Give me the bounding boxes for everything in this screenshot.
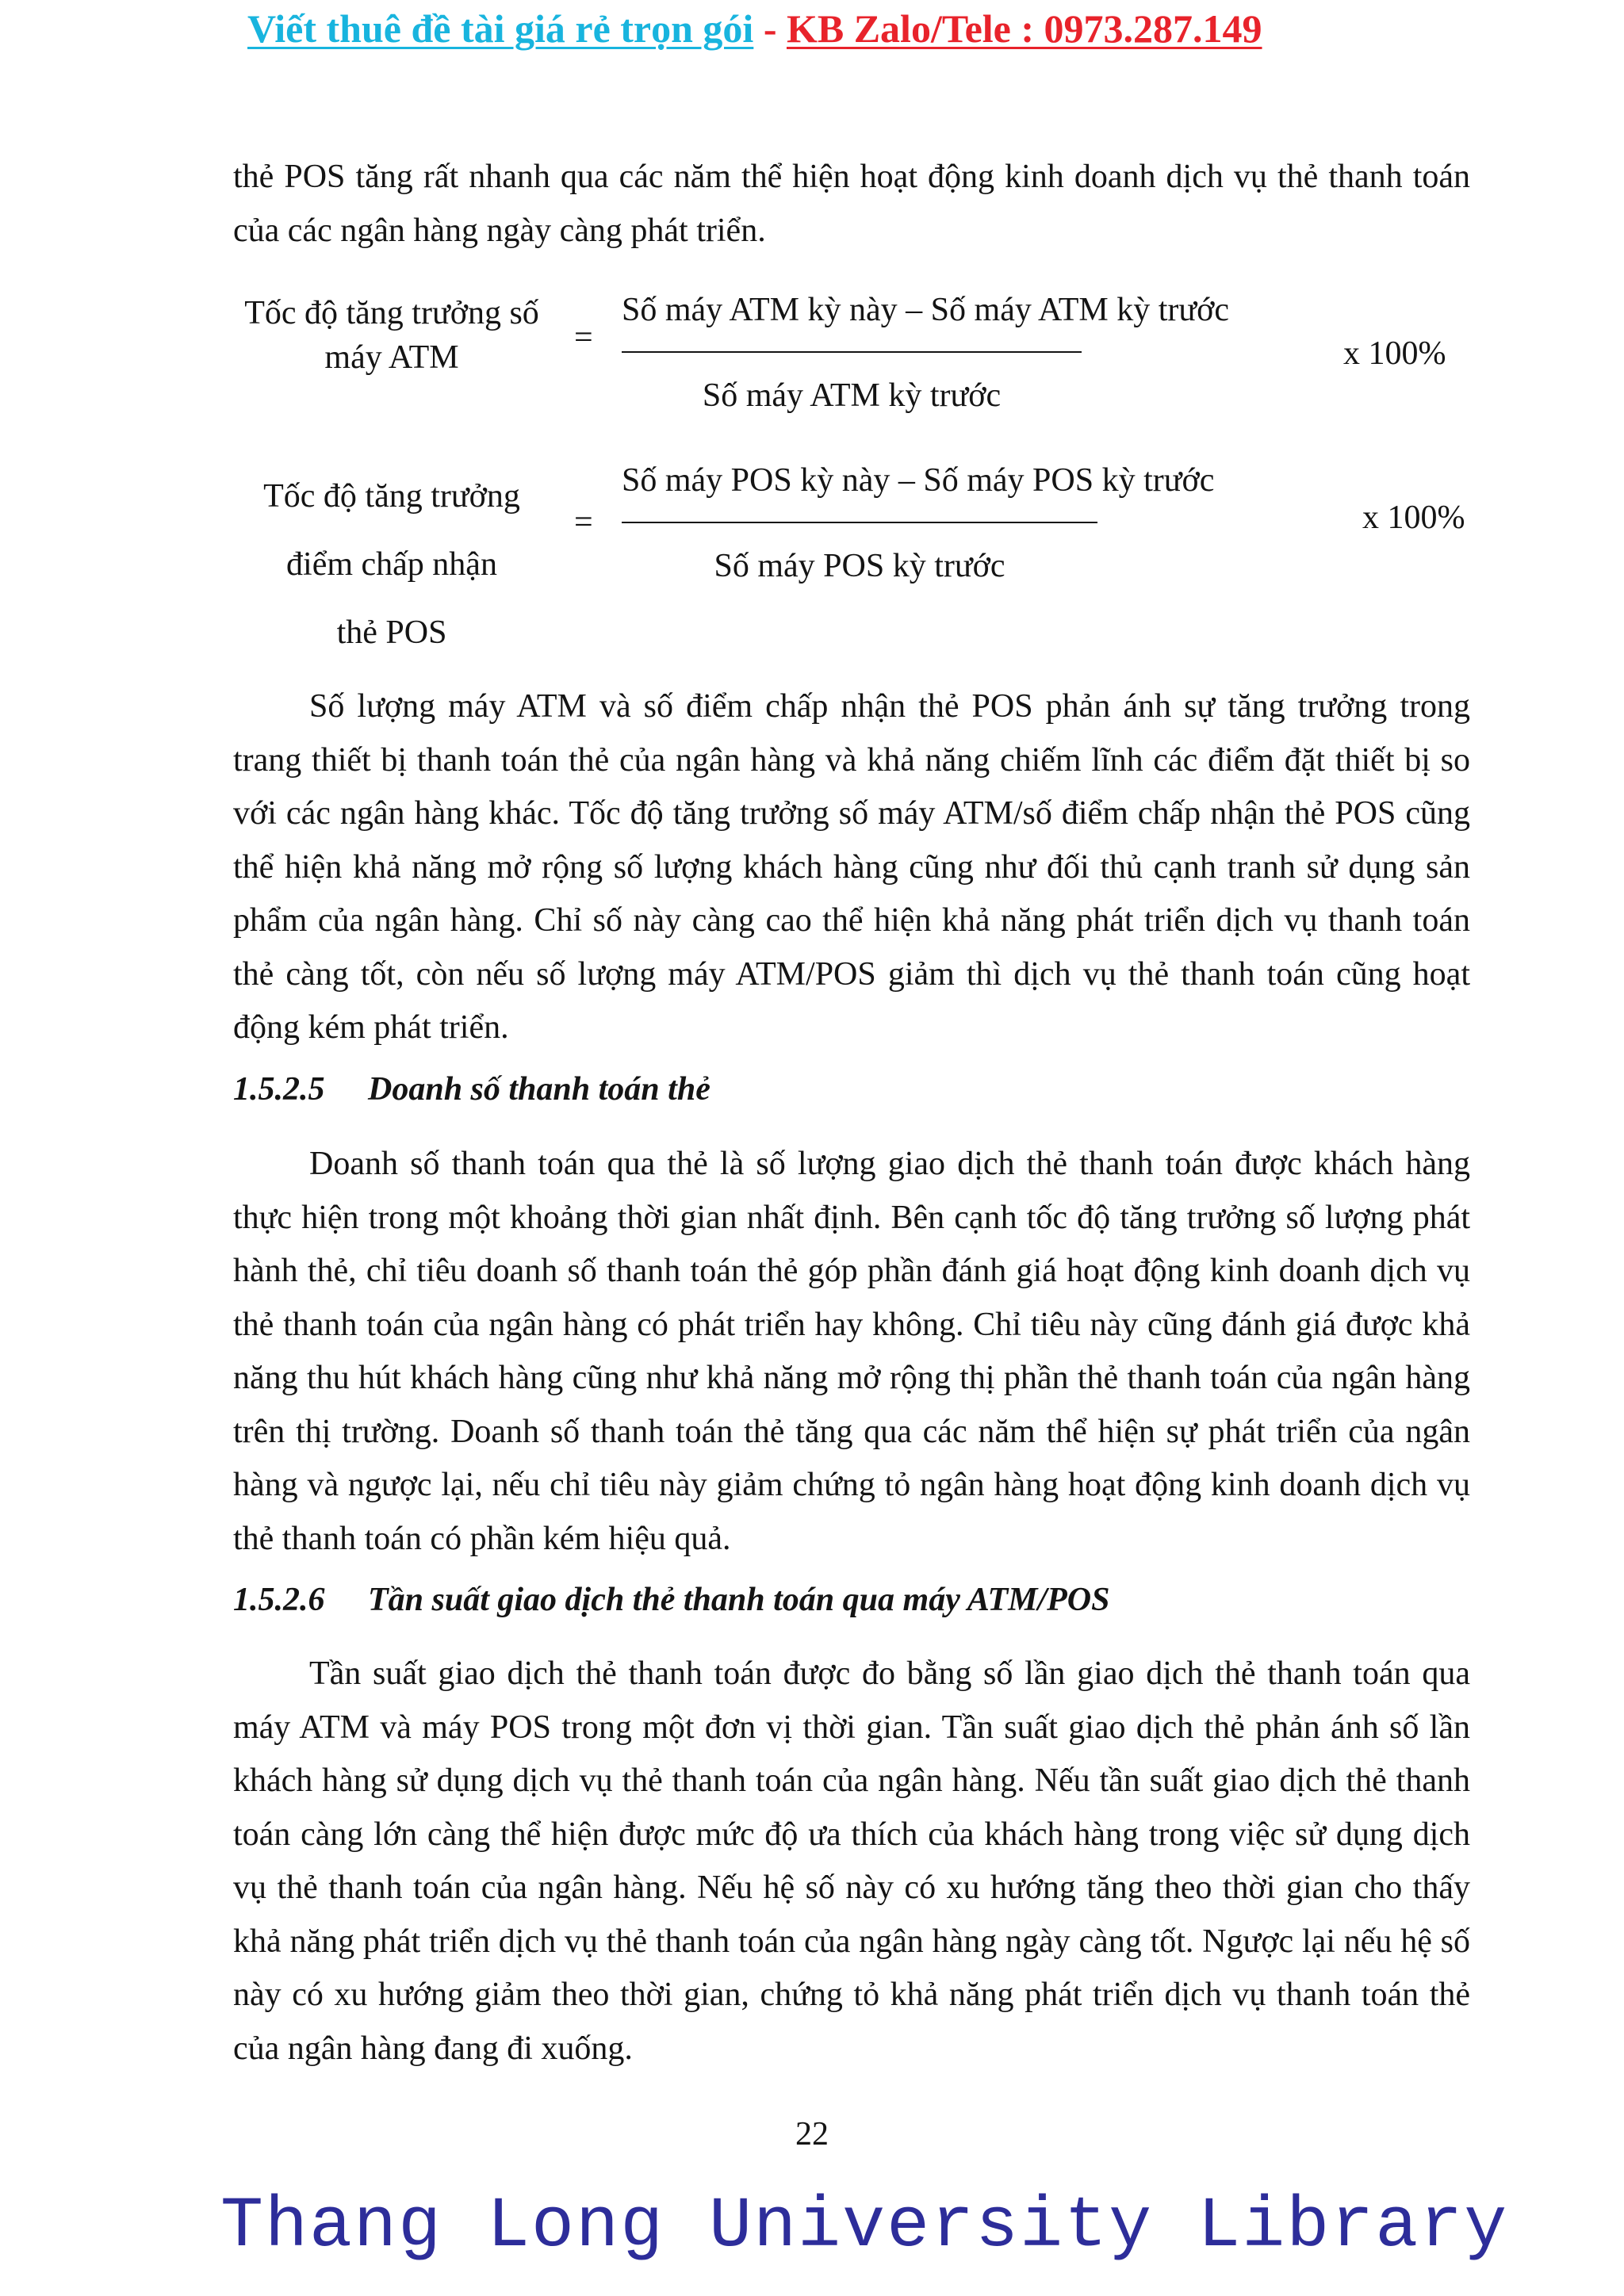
intro-block — [233, 151, 1470, 258]
formula-pos-equals: = — [574, 504, 593, 541]
formula-atm-equals: = — [574, 320, 593, 356]
formula-atm-label — [233, 291, 550, 380]
formula-atm-denominator: Số máy ATM kỳ trước — [702, 377, 1002, 414]
section-1525-body: Doanh số thanh toán qua thẻ là số lượng giao dịch thẻ thanh toán được khách hàng thực hiện trong một khoảng thời gian nhất định. Bên cạnh tốc độ tăng trưởng số lượng phát hành thẻ, chỉ tiêu doanh số thanh toán thẻ góp phần đánh giá hoạt động kinh doanh dịch vụ thẻ thanh toán của ngân hàng có phát triển hay không. Chỉ tiêu này cũng đánh giá được khả năng thu hút khách hàng cũng như khả năng mở rộng thị phần thẻ thanh toán của ngân hàng trên thị trường. Doanh số thanh toán thẻ tăng qua các năm thể hiện sự phát triển của ngân hàng và ngược lại, nếu chỉ tiêu này giảm chứng tỏ ngân hàng hoạt động kinh doanh dịch vụ thẻ thanh toán có phần kém hiệu quả. — [233, 1146, 1470, 1557]
section-1525-heading — [233, 1070, 710, 1108]
formula-pos-numerator: Số máy POS kỳ này – Số máy POS kỳ trước — [622, 462, 1215, 499]
formula-pos-label-line: Tốc độ tăng trưởng — [263, 478, 520, 515]
atm-pos-block — [233, 680, 1470, 1055]
formula-atm-label-line: Tốc độ tăng trưởng số — [244, 295, 539, 331]
section-1526-title: Tần suất giao dịch thẻ thanh toán qua máy ATM/POS — [368, 1582, 1110, 1618]
formula-atm-label-line: máy ATM — [324, 339, 459, 376]
formula-pos-label-line: điểm chấp nhận — [286, 546, 497, 583]
formula-pos-fraction-bar — [622, 522, 1097, 523]
formula-atm-multiplier: x 100% — [1343, 335, 1446, 372]
section-1526-heading — [233, 1581, 1109, 1619]
section-1525-title: Doanh số thanh toán thẻ — [368, 1071, 710, 1108]
atm-pos-paragraph: Số lượng máy ATM và số điểm chấp nhận thẻ POS phản ánh sự tăng trưởng trong trang thiết bị thanh toán thẻ của ngân hàng và khả năng chiếm lĩnh các điểm đặt thiết bị so với các ngân hàng khác. Tốc độ tăng trưởng số máy ATM/số điểm chấp nhận thẻ POS cũng thể hiện khả năng mở rộng số lượng khách hàng cũng như đối thủ cạnh tranh sử dụng sản phẩm của ngân hàng. Chỉ số này càng cao thể hiện khả năng phát triển dịch vụ thanh toán thẻ càng tốt, còn nếu số lượng máy ATM/POS giảm thì dịch vụ thẻ thanh toán cũng hoạt động kém phát triển. — [233, 688, 1470, 1046]
section-1525-body-block — [233, 1138, 1470, 1566]
formula-pos-denominator: Số máy POS kỳ trước — [714, 548, 1005, 584]
section-1525-heading-wrap — [233, 1070, 1470, 1134]
page-number: 22 — [795, 2116, 829, 2152]
section-1526-heading-wrap — [233, 1581, 1470, 1644]
formula-pos-label — [233, 462, 550, 667]
intro-paragraph: thẻ POS tăng rất nhanh qua các năm thể hiện hoạt động kinh doanh dịch vụ thẻ thanh toán của các ngân hàng ngày càng phát triển. — [233, 159, 1470, 249]
formula-pos-multiplier: x 100% — [1362, 499, 1465, 536]
section-1526-body-block — [233, 1647, 1470, 2076]
section-1525-number: 1.5.2.5 — [233, 1071, 325, 1108]
section-1526-body: Tần suất giao dịch thẻ thanh toán được đo bằng số lần giao dịch thẻ thanh toán qua máy ATM và máy POS trong một đơn vị thời gian. Tần suất giao dịch thẻ phản ánh số lần khách hàng sử dụng dịch vụ thẻ thanh toán của ngân hàng. Nếu tần suất giao dịch thẻ thanh toán càng lớn càng thể hiện được mức độ ưa thích của khách hàng trong việc sử dụng dịch vụ thẻ thanh toán của ngân hàng. Nếu hệ số này có xu hướng tăng theo thời gian cho thấy khả năng phát triển dịch vụ thẻ thanh toán của ngân hàng ngày càng tốt. Ngược lại nếu hệ số này có xu hướng giảm theo thời gian, chứng tỏ khả năng phát triển dịch vụ thanh toán thẻ của ngân hàng đang đi xuống. — [233, 1655, 1470, 2067]
banner-link-service[interactable]: Viết thuê đề tài giá rẻ trọn gói — [247, 6, 754, 51]
formula-atm-fraction-bar — [622, 351, 1082, 353]
footer-library: Thang Long University Library — [220, 2187, 1509, 2267]
formula-atm-numerator: Số máy ATM kỳ này – Số máy ATM kỳ trước — [622, 292, 1229, 328]
banner-link-contact[interactable]: KB Zalo/Tele : 0973.287.149 — [786, 6, 1262, 51]
banner-separator: - — [753, 6, 787, 51]
formula-pos-label-line: thẻ POS — [336, 614, 447, 651]
section-1526-number: 1.5.2.6 — [233, 1582, 325, 1618]
header-banner — [247, 5, 1405, 52]
